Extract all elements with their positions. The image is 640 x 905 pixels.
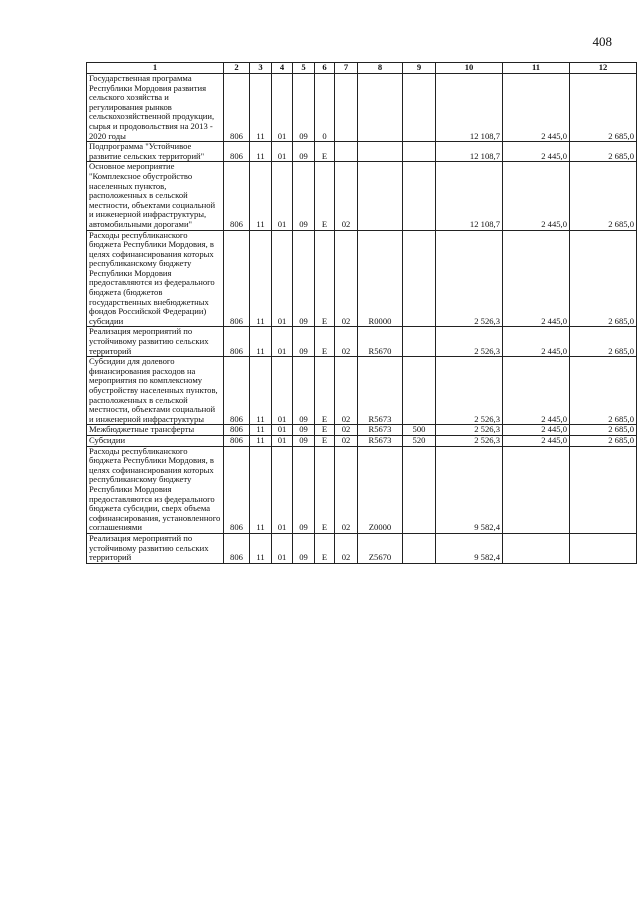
cell-c7: 02	[335, 533, 358, 563]
cell-c10: 2 526,3	[436, 230, 503, 327]
cell-c11: 2 445,0	[503, 327, 570, 357]
cell-c8: R5673	[358, 435, 403, 446]
cell-c7	[335, 142, 358, 162]
col-header: 8	[358, 63, 403, 74]
cell-c9	[403, 446, 436, 533]
cell-c2: 806	[224, 142, 250, 162]
table-row	[87, 435, 637, 446]
cell-c12: 2 685,0	[570, 357, 637, 425]
cell-c12: 2 685,0	[570, 74, 637, 142]
cell-c4: 01	[272, 533, 293, 563]
budget-table	[86, 62, 637, 564]
cell-c4: 01	[272, 230, 293, 327]
cell-c10: 12 108,7	[436, 142, 503, 162]
cell-c4: 01	[272, 435, 293, 446]
cell-c9	[403, 230, 436, 327]
col-header: 4	[272, 63, 293, 74]
cell-c7: 02	[335, 162, 358, 230]
cell-c7: 02	[335, 327, 358, 357]
table-row	[87, 327, 637, 357]
cell-c4: 01	[272, 446, 293, 533]
cell-c2: 806	[224, 435, 250, 446]
col-header: 1	[87, 63, 224, 74]
cell-c7	[335, 74, 358, 142]
table-row	[87, 142, 637, 162]
cell-c3: 11	[250, 533, 272, 563]
cell-c8	[358, 162, 403, 230]
cell-c10: 12 108,7	[436, 162, 503, 230]
row-description: Основное мероприятие "Комплексное обустройство населенных пунктов, расположенных в сельской местности, объектами социальной и инженерной инфраструктуры, автомобильными дорогами"	[87, 162, 224, 230]
cell-c2: 806	[224, 327, 250, 357]
cell-c6: Е	[315, 425, 335, 436]
cell-c8	[358, 142, 403, 162]
col-header: 9	[403, 63, 436, 74]
cell-c10: 12 108,7	[436, 74, 503, 142]
col-header: 10	[436, 63, 503, 74]
cell-c11	[503, 533, 570, 563]
page-number: 408	[592, 34, 612, 49]
cell-c11: 2 445,0	[503, 230, 570, 327]
cell-c3: 11	[250, 74, 272, 142]
cell-c2: 806	[224, 74, 250, 142]
cell-c7: 02	[335, 230, 358, 327]
cell-c11: 2 445,0	[503, 142, 570, 162]
cell-c5: 09	[293, 446, 315, 533]
cell-c11: 2 445,0	[503, 425, 570, 436]
cell-c5: 09	[293, 327, 315, 357]
cell-c4: 01	[272, 74, 293, 142]
col-header: 11	[503, 63, 570, 74]
cell-c8: R5670	[358, 327, 403, 357]
cell-c9	[403, 327, 436, 357]
header-row	[87, 63, 637, 74]
cell-c2: 806	[224, 446, 250, 533]
cell-c6: 0	[315, 74, 335, 142]
cell-c4: 01	[272, 357, 293, 425]
col-header: 12	[570, 63, 637, 74]
cell-c2: 806	[224, 425, 250, 436]
col-header: 3	[250, 63, 272, 74]
table-row	[87, 230, 637, 327]
table-row	[87, 425, 637, 436]
cell-c9: 500	[403, 425, 436, 436]
cell-c8: R5673	[358, 357, 403, 425]
cell-c7: 02	[335, 435, 358, 446]
cell-c3: 11	[250, 327, 272, 357]
cell-c10: 2 526,3	[436, 357, 503, 425]
cell-c3: 11	[250, 435, 272, 446]
row-description: Государственная программа Республики Мордовия развития сельского хозяйства и регулирования рынков сельскохозяйственной продукции, сырья и продовольствия на 2013 - 2020 годы	[87, 74, 224, 142]
cell-c12: 2 685,0	[570, 425, 637, 436]
cell-c7: 02	[335, 425, 358, 436]
cell-c12	[570, 533, 637, 563]
cell-c6: Е	[315, 142, 335, 162]
cell-c12: 2 685,0	[570, 435, 637, 446]
cell-c11: 2 445,0	[503, 435, 570, 446]
cell-c3: 11	[250, 162, 272, 230]
cell-c10: 9 582,4	[436, 533, 503, 563]
row-description: Подпрограмма "Устойчивое развитие сельских территорий"	[87, 142, 224, 162]
cell-c9	[403, 142, 436, 162]
row-description: Расходы республиканского бюджета Республики Мордовия, в целях софинансирования которых республиканскому бюджету Республики Мордовия предоставляются из федерального бюджета субсидии, сверх объема софинансирования, установленного соглашениями	[87, 446, 224, 533]
cell-c8: Z0000	[358, 446, 403, 533]
table-row	[87, 533, 637, 563]
row-description: Субсидии	[87, 435, 224, 446]
cell-c6: Е	[315, 446, 335, 533]
cell-c7: 02	[335, 357, 358, 425]
cell-c6: Е	[315, 327, 335, 357]
table-body	[87, 74, 637, 564]
cell-c11: 2 445,0	[503, 357, 570, 425]
cell-c9	[403, 162, 436, 230]
cell-c12: 2 685,0	[570, 230, 637, 327]
cell-c8: Z5670	[358, 533, 403, 563]
cell-c5: 09	[293, 435, 315, 446]
cell-c12: 2 685,0	[570, 162, 637, 230]
cell-c10: 9 582,4	[436, 446, 503, 533]
cell-c3: 11	[250, 446, 272, 533]
cell-c3: 11	[250, 357, 272, 425]
cell-c5: 09	[293, 425, 315, 436]
cell-c9	[403, 533, 436, 563]
cell-c5: 09	[293, 162, 315, 230]
cell-c10: 2 526,3	[436, 425, 503, 436]
cell-c2: 806	[224, 533, 250, 563]
cell-c5: 09	[293, 357, 315, 425]
row-description: Реализация мероприятий по устойчивому развитию сельских территорий	[87, 533, 224, 563]
cell-c8	[358, 74, 403, 142]
cell-c11: 2 445,0	[503, 162, 570, 230]
cell-c10: 2 526,3	[436, 327, 503, 357]
cell-c2: 806	[224, 357, 250, 425]
table-row	[87, 446, 637, 533]
col-header: 6	[315, 63, 335, 74]
cell-c6: Е	[315, 435, 335, 446]
cell-c4: 01	[272, 162, 293, 230]
cell-c2: 806	[224, 230, 250, 327]
cell-c9	[403, 74, 436, 142]
cell-c11: 2 445,0	[503, 74, 570, 142]
cell-c9: 520	[403, 435, 436, 446]
col-header: 2	[224, 63, 250, 74]
cell-c7: 02	[335, 446, 358, 533]
cell-c5: 09	[293, 74, 315, 142]
cell-c5: 09	[293, 142, 315, 162]
cell-c4: 01	[272, 327, 293, 357]
table-row	[87, 162, 637, 230]
cell-c12	[570, 446, 637, 533]
row-description: Реализация мероприятий по устойчивому развитию сельских территорий	[87, 327, 224, 357]
cell-c12: 2 685,0	[570, 142, 637, 162]
col-header: 5	[293, 63, 315, 74]
cell-c8: R5673	[358, 425, 403, 436]
cell-c3: 11	[250, 425, 272, 436]
row-description: Субсидии для долевого финансирования расходов на мероприятия по комплексному обустройству населенных пунктов, расположенных в сельской местности, объектами социальной и инженерной инфраструктуры	[87, 357, 224, 425]
cell-c6: Е	[315, 357, 335, 425]
cell-c12: 2 685,0	[570, 327, 637, 357]
cell-c6: Е	[315, 533, 335, 563]
table-row	[87, 74, 637, 142]
cell-c3: 11	[250, 142, 272, 162]
cell-c2: 806	[224, 162, 250, 230]
cell-c4: 01	[272, 142, 293, 162]
cell-c5: 09	[293, 230, 315, 327]
cell-c8: R0000	[358, 230, 403, 327]
cell-c5: 09	[293, 533, 315, 563]
cell-c4: 01	[272, 425, 293, 436]
table-row	[87, 357, 637, 425]
col-header: 7	[335, 63, 358, 74]
cell-c10: 2 526,3	[436, 435, 503, 446]
cell-c11	[503, 446, 570, 533]
row-description: Расходы республиканского бюджета Республики Мордовия, в целях софинансирования которых республиканскому бюджету Республики Мордовия предоставляются из федерального бюджета (бюджетов государственных внебюджетных фондов Российской Федерации) субсидии	[87, 230, 224, 327]
cell-c3: 11	[250, 230, 272, 327]
row-description: Межбюджетные трансферты	[87, 425, 224, 436]
cell-c6: Е	[315, 230, 335, 327]
cell-c6: Е	[315, 162, 335, 230]
cell-c9	[403, 357, 436, 425]
